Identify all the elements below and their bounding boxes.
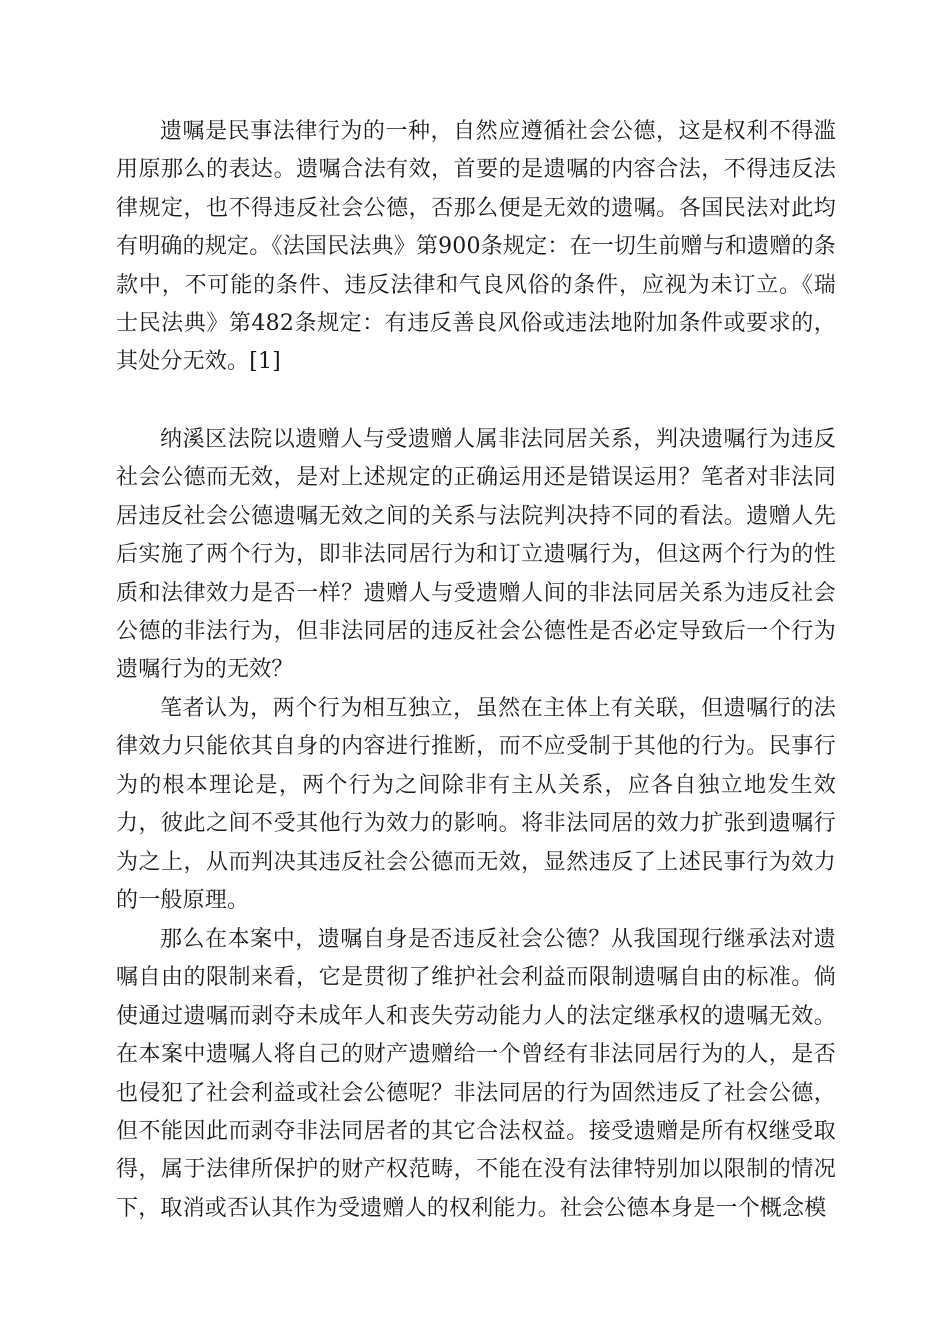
paragraph-3: 笔者认为，两个行为相互独立，虽然在主体上有关联，但遗嘱行的法律效力只能依其自身的内容进行推断，而不应受制于其他的行为。民事行为的根本理论是，两个行为之间除非有主从关系，应各自独立地发生效力，彼此之间不受其他行为效力的影响。将非法同居的效力扩张到遗嘱行为之上，从而判决其违反社会公德而无效，显然违反了上述民事行为效力的一般原理。 — [116, 696, 836, 914]
paragraph-1: 遗嘱是民事法律行为的一种，自然应遵循社会公德，这是权利不得滥用原那么的表达。遗嘱合法有效，首要的是遗嘱的内容合法，不得违反法律规定，也不得违反社会公德，否那么便是无效的遗嘱。各国民法对此均有明确的规定。《法国民法典》第900条规定：在一切生前赠与和遗赠的条款中，不可能的条件、违反法律和气良风俗的条件，应视为未订立。《瑞士民法典》第482条规定：有违反善良风俗或违法地附加条件或要求的，其处分无效。[1] — [116, 119, 836, 375]
paragraph-2: 纳溪区法院以遗赠人与受遗赠人属非法同居关系，判决遗嘱行为违反社会公德而无效，是对上述规定的正确运用还是错误运用？笔者对非法同居违反社会公德遗嘱无效之间的关系与法院判决持不同的看法。遗赠人先后实施了两个行为，即非法同居行为和订立遗嘱行为，但这两个行为的性质和法律效力是否一样？遗赠人与受遗赠人间的非法同居关系为违反社会公德的非法行为，但非法同居的违反社会公德性是否必定导致后一个行为遗嘱行为的无效？ — [116, 427, 836, 683]
paragraph-4: 那么在本案中，遗嘱自身是否违反社会公德？从我国现行继承法对遗嘱自由的限制来看，它是贯彻了维护社会利益而限制遗嘱自由的标准。倘使通过遗嘱而剥夺未成年人和丧失劳动能力人的法定继承权的遗嘱无效。在本案中遗嘱人将自己的财产遗赠给一个曾经有非法同居行为的人，是否也侵犯了社会利益或社会公德呢？非法同居的行为固然违反了社会公德，但不能因此而剥夺非法同居者的其它合法权益。接受遗赠是所有权继受取得，属于法律所保护的财产权范畴，不能在没有法律特别加以限制的情况下，取消或否认其作为受遗赠人的权利能力。社会公德本身是一个概念模 — [116, 927, 836, 1221]
